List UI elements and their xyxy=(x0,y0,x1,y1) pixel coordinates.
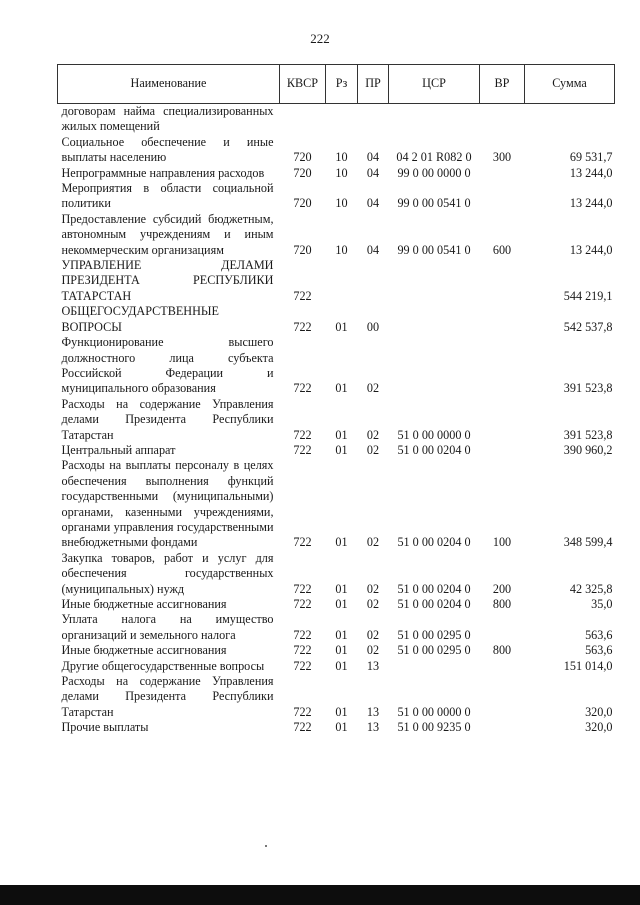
row-kvsr xyxy=(280,104,326,135)
row-rz: 01 xyxy=(335,643,348,658)
row-vr xyxy=(480,258,525,304)
column-header-pr: ПР xyxy=(358,65,389,104)
row-pr: 04 xyxy=(366,150,380,165)
table-row xyxy=(58,181,615,212)
column-header-sum: Сумма xyxy=(525,65,615,104)
row-vr: 800 xyxy=(492,643,512,658)
row-name: Предоставление субсидий бюджетным, автономным учреждениям и иным некоммерческим организациям xyxy=(61,211,274,257)
row-csr: 51 0 00 0000 0 xyxy=(397,427,471,442)
row-name: Другие общегосударственные вопросы xyxy=(61,658,265,673)
row-name: Расходы на содержание Управления делами Президента Республики Татарстан xyxy=(61,396,274,442)
row-rz: 01 xyxy=(335,427,348,442)
row-rz: 01 xyxy=(335,597,348,611)
row-pr: 02 xyxy=(366,581,380,596)
row-pr: 13 xyxy=(366,720,380,735)
row-sum: 320,0 xyxy=(585,720,613,735)
row-sum: 13 244,0 xyxy=(569,242,613,257)
row-pr xyxy=(358,258,389,304)
row-kvsr: 722 xyxy=(293,581,312,596)
row-kvsr: 720 xyxy=(293,150,312,165)
row-csr: 99 0 00 0000 0 xyxy=(397,165,471,180)
table-row xyxy=(58,720,615,735)
row-pr: 04 xyxy=(366,165,380,180)
row-csr: 99 0 00 0541 0 xyxy=(397,196,471,211)
row-vr: 800 xyxy=(492,597,512,611)
row-kvsr: 722 xyxy=(293,720,312,735)
row-sum: 13 244,0 xyxy=(569,196,613,211)
row-csr: 51 0 00 0204 0 xyxy=(397,581,471,596)
row-rz xyxy=(326,258,358,304)
row-csr xyxy=(389,258,480,304)
row-vr xyxy=(480,674,525,720)
column-header-vr: ВР xyxy=(480,65,525,104)
table-row xyxy=(58,458,615,550)
row-kvsr: 722 xyxy=(293,658,312,673)
table-row xyxy=(58,612,615,643)
table-row xyxy=(58,135,615,166)
row-rz: 01 xyxy=(335,704,348,719)
table-row xyxy=(58,443,615,458)
row-sum: 13 244,0 xyxy=(569,165,613,180)
table-row xyxy=(58,335,615,397)
row-kvsr: 722 xyxy=(293,627,312,642)
row-sum: 320,0 xyxy=(585,704,613,719)
table-row xyxy=(58,397,615,443)
row-pr: 02 xyxy=(366,597,380,611)
table-row xyxy=(58,166,615,181)
row-rz: 01 xyxy=(335,319,348,334)
row-name: УПРАВЛЕНИЕ ДЕЛАМИ ПРЕЗИДЕНТА РЕСПУБЛИКИ ТАТАРСТАН xyxy=(61,258,274,303)
row-kvsr: 722 xyxy=(293,643,312,658)
row-rz: 01 xyxy=(335,442,348,457)
row-vr: 100 xyxy=(492,535,512,550)
row-sum: 563,6 xyxy=(585,627,613,642)
row-kvsr: 722 xyxy=(293,535,312,550)
row-sum: 391 523,8 xyxy=(563,427,613,442)
row-pr: 02 xyxy=(366,442,380,457)
table-row xyxy=(58,674,615,720)
row-vr: 600 xyxy=(492,242,512,257)
row-rz: 01 xyxy=(335,381,348,396)
row-csr: 51 0 00 0295 0 xyxy=(397,627,471,642)
row-rz: 10 xyxy=(335,196,348,211)
column-header-kvsr: КВСР xyxy=(280,65,326,104)
row-sum: 391 523,8 xyxy=(563,381,613,396)
row-kvsr: 722 xyxy=(293,319,312,334)
row-name: Уплата налога на имущество организаций и земельного налога xyxy=(61,612,274,642)
row-csr xyxy=(389,104,480,135)
row-name: Иные бюджетные ассигнования xyxy=(61,597,227,611)
table-row xyxy=(58,304,615,335)
row-csr xyxy=(389,335,480,397)
row-name: ОБЩЕГОСУДАРСТВЕННЫЕ ВОПРОСЫ xyxy=(61,304,219,334)
row-kvsr: 722 xyxy=(293,704,312,719)
row-sum: 390 960,2 xyxy=(563,442,613,457)
row-csr: 04 2 01 R082 0 xyxy=(396,150,472,165)
row-pr: 04 xyxy=(366,196,380,211)
table-row xyxy=(58,659,615,674)
row-pr: 13 xyxy=(366,658,380,673)
row-sum: 35,0 xyxy=(591,597,613,611)
row-name: договорам найма специализированных жилых помещений xyxy=(61,104,274,134)
row-pr: 00 xyxy=(366,319,380,334)
row-csr: 51 0 00 0295 0 xyxy=(397,643,471,658)
table-row xyxy=(58,212,615,258)
row-pr: 02 xyxy=(366,643,380,658)
row-name: Закупка товаров, работ и услуг для обеспечения государственных (муниципальных) нужд xyxy=(61,550,274,596)
row-rz: 01 xyxy=(335,720,348,735)
row-kvsr: 720 xyxy=(293,242,312,257)
column-header-rz: Рз xyxy=(326,65,358,104)
row-rz: 10 xyxy=(335,242,348,257)
row-vr: 300 xyxy=(492,150,512,165)
row-sum: 544 219,1 xyxy=(563,288,613,303)
row-pr: 02 xyxy=(366,427,380,442)
row-vr xyxy=(480,304,525,335)
row-vr xyxy=(480,659,525,674)
row-pr: 13 xyxy=(366,704,380,719)
table-header-row xyxy=(58,65,615,104)
row-kvsr: 722 xyxy=(293,427,312,442)
row-vr xyxy=(480,397,525,443)
row-kvsr: 722 xyxy=(293,442,312,457)
row-csr: 51 0 00 0204 0 xyxy=(397,442,471,457)
scan-speck xyxy=(265,845,267,847)
row-rz: 01 xyxy=(335,627,348,642)
row-name: Социальное обеспечение и иные выплаты населению xyxy=(61,134,274,165)
row-sum: 42 325,8 xyxy=(569,581,613,596)
row-csr xyxy=(389,659,480,674)
row-vr xyxy=(480,335,525,397)
table-row xyxy=(58,597,615,612)
row-csr: 51 0 00 0204 0 xyxy=(397,535,471,550)
row-name: Расходы на выплаты персоналу в целях обеспечения выполнения функций государственными (муниципальными) органами, казенными учреждениями, органами управления государственными внебюджетными фондами xyxy=(61,458,274,550)
row-vr xyxy=(480,104,525,135)
row-csr xyxy=(389,304,480,335)
row-name: Мероприятия в области социальной политики xyxy=(61,181,274,211)
row-vr xyxy=(480,612,525,643)
column-header-csr: ЦСР xyxy=(389,65,480,104)
row-csr: 99 0 00 0541 0 xyxy=(397,242,471,257)
table-row xyxy=(58,643,615,658)
row-csr: 51 0 00 9235 0 xyxy=(397,720,471,735)
row-kvsr: 720 xyxy=(293,196,312,211)
row-kvsr: 720 xyxy=(293,165,312,180)
page-number: 222 xyxy=(310,31,330,46)
row-vr xyxy=(480,181,525,212)
row-name: Непрограммные направления расходов xyxy=(61,165,265,180)
row-pr xyxy=(358,104,389,135)
table-row xyxy=(58,258,615,304)
row-kvsr: 722 xyxy=(293,381,312,396)
row-pr: 02 xyxy=(366,627,380,642)
row-vr xyxy=(480,443,525,458)
row-sum: 563,6 xyxy=(585,643,613,658)
row-rz: 01 xyxy=(335,535,348,550)
row-pr: 02 xyxy=(366,535,380,550)
row-sum: 542 537,8 xyxy=(563,319,613,334)
row-rz: 01 xyxy=(335,581,348,596)
scan-bottom-edge xyxy=(0,885,640,905)
row-vr xyxy=(480,720,525,735)
row-name: Прочие выплаты xyxy=(61,720,149,735)
row-name: Иные бюджетные ассигнования xyxy=(61,643,227,658)
row-sum: 69 531,7 xyxy=(569,150,613,165)
row-name: Расходы на содержание Управления делами Президента Республики Татарстан xyxy=(61,674,274,719)
row-kvsr: 722 xyxy=(293,288,312,303)
row-pr: 04 xyxy=(366,242,380,257)
row-sum xyxy=(525,104,615,135)
table-row xyxy=(58,551,615,597)
row-name: Центральный аппарат xyxy=(61,442,176,457)
row-pr: 02 xyxy=(366,381,380,396)
row-vr xyxy=(480,166,525,181)
row-vr: 200 xyxy=(492,581,512,596)
row-rz: 01 xyxy=(335,658,348,673)
row-csr: 51 0 00 0000 0 xyxy=(397,704,471,719)
budget-table xyxy=(57,64,615,736)
table-body xyxy=(58,104,615,736)
row-rz: 10 xyxy=(335,150,348,165)
row-kvsr: 722 xyxy=(293,597,312,611)
row-name: Функционирование высшего должностного лица субъекта Российской Федерации и муниципального образования xyxy=(61,335,274,396)
row-rz xyxy=(326,104,358,135)
row-sum: 348 599,4 xyxy=(563,535,613,550)
row-rz: 10 xyxy=(335,165,348,180)
column-header-name: Наименование xyxy=(58,65,280,104)
table-row xyxy=(58,104,615,135)
row-sum: 151 014,0 xyxy=(563,658,613,673)
row-csr: 51 0 00 0204 0 xyxy=(397,597,471,611)
